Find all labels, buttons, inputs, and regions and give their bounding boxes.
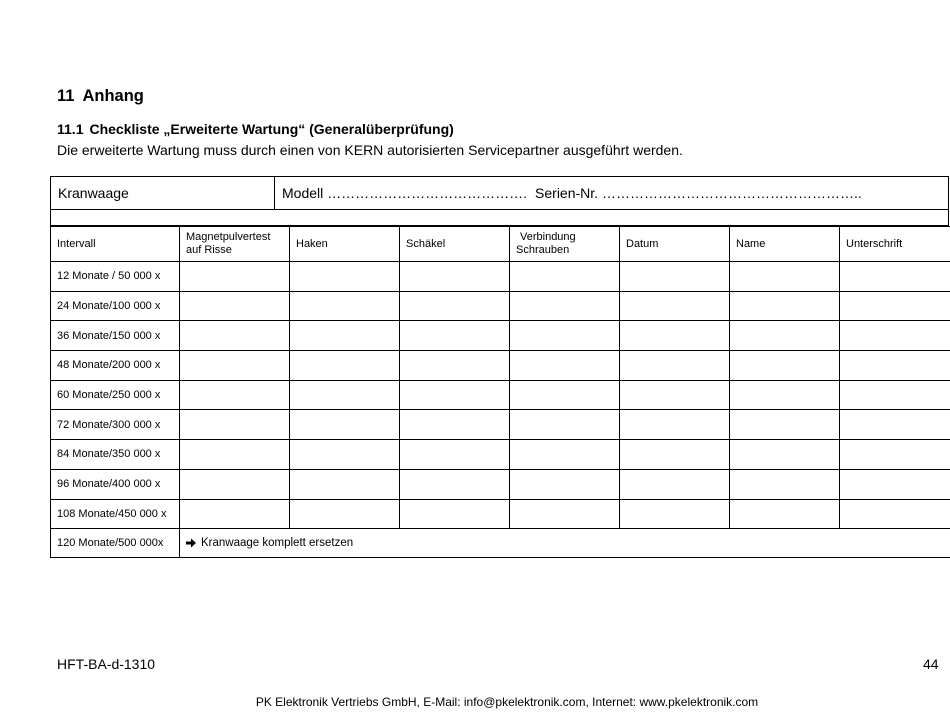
schaekel-cell: [400, 410, 510, 440]
table-row: [51, 469, 950, 499]
interval-cell: 48 Monate/200 000 x: [51, 351, 180, 381]
header-verbindung-line2: Schrauben: [516, 244, 570, 256]
schaekel-cell: [400, 291, 510, 321]
datum-cell: [620, 440, 730, 470]
header-unterschrift: Unterschrift: [840, 227, 950, 262]
name-cell: [730, 440, 840, 470]
header-magnet-line1: Magnetpulvertest: [186, 231, 271, 243]
document-id: HFT-BA-d-1310: [57, 656, 156, 672]
header-name: Name: [730, 227, 840, 262]
magnet-test-cell: [180, 262, 290, 292]
magnet-test-cell: [180, 410, 290, 440]
name-cell: [730, 380, 840, 410]
subsection-title: Checkliste „Erweiterte Wartung“ (Generalüberprüfung): [89, 121, 454, 137]
datum-cell: [620, 380, 730, 410]
haken-cell: [290, 499, 400, 529]
table-row: [51, 410, 950, 440]
header-magnet-line2: auf Risse: [186, 244, 232, 256]
table-header-row: [51, 227, 950, 262]
unterschrift-cell: [840, 321, 950, 351]
interval-cell: 72 Monate/300 000 x: [51, 410, 180, 440]
name-cell: [730, 351, 840, 381]
verbindung-cell: [510, 262, 620, 292]
haken-cell: [290, 321, 400, 351]
final-note-cell: [180, 529, 950, 558]
verbindung-cell: [510, 410, 620, 440]
serial-dots: ………………………………………………..: [601, 185, 862, 201]
intro-text: Die erweiterte Wartung muss durch einen von KERN autorisierten Servicepartner ausgeführt werden.: [57, 142, 683, 158]
interval-cell: 24 Monate/100 000 x: [51, 291, 180, 321]
haken-cell: [290, 469, 400, 499]
datum-cell: [620, 321, 730, 351]
name-cell: [730, 321, 840, 351]
header-datum: Datum: [620, 227, 730, 262]
datum-cell: [620, 499, 730, 529]
header-schaekel: Schäkel: [400, 227, 510, 262]
unterschrift-cell: [840, 351, 950, 381]
haken-cell: [290, 262, 400, 292]
info-row: [51, 177, 948, 210]
final-interval-cell: 120 Monate/500 000x: [51, 529, 180, 558]
datum-cell: [620, 469, 730, 499]
header-haken: Haken: [290, 227, 400, 262]
haken-cell: [290, 291, 400, 321]
datum-cell: [620, 351, 730, 381]
datum-cell: [620, 291, 730, 321]
section-number: 11: [57, 87, 75, 105]
schaekel-cell: [400, 469, 510, 499]
table-body: [51, 262, 950, 529]
unterschrift-cell: [840, 380, 950, 410]
subsection-heading: [57, 121, 454, 137]
verbindung-cell: [510, 440, 620, 470]
verbindung-cell: [510, 380, 620, 410]
header-interval: Intervall: [51, 227, 180, 262]
serial-label: Serien-Nr.: [535, 185, 599, 201]
haken-cell: [290, 351, 400, 381]
magnet-test-cell: [180, 469, 290, 499]
schaekel-cell: [400, 262, 510, 292]
interval-cell: 108 Monate/450 000 x: [51, 499, 180, 529]
section-heading: [57, 87, 144, 106]
interval-cell: 12 Monate / 50 000 x: [51, 262, 180, 292]
final-note-text: Kranwaage komplett ersetzen: [201, 537, 354, 550]
verbindung-cell: [510, 291, 620, 321]
schaekel-cell: [400, 380, 510, 410]
header-verbindung-line1: Verbindung: [520, 231, 576, 243]
name-cell: [730, 291, 840, 321]
verbindung-cell: [510, 351, 620, 381]
table-row: [51, 499, 950, 529]
interval-cell: 84 Monate/350 000 x: [51, 440, 180, 470]
haken-cell: [290, 440, 400, 470]
magnet-test-cell: [180, 351, 290, 381]
model-dots: …………………………………….: [327, 185, 528, 201]
magnet-test-cell: [180, 440, 290, 470]
name-cell: [730, 499, 840, 529]
haken-cell: [290, 410, 400, 440]
magnet-test-cell: [180, 499, 290, 529]
interval-cell: 96 Monate/400 000 x: [51, 469, 180, 499]
model-label: Modell: [282, 185, 324, 201]
unterschrift-cell: [840, 440, 950, 470]
schaekel-cell: [400, 499, 510, 529]
page-number: 44: [923, 656, 939, 672]
section-title: Anhang: [82, 87, 144, 105]
schaekel-cell: [400, 351, 510, 381]
table-row: [51, 440, 950, 470]
unterschrift-cell: [840, 262, 950, 292]
maintenance-checklist-table: [50, 226, 950, 558]
datum-cell: [620, 410, 730, 440]
header-verbindung: [510, 227, 620, 262]
table-row: [51, 291, 950, 321]
magnet-test-cell: [180, 380, 290, 410]
header-magnet-test: [180, 227, 290, 262]
schaekel-cell: [400, 440, 510, 470]
table-row: [51, 351, 950, 381]
verbindung-cell: [510, 469, 620, 499]
name-cell: [730, 262, 840, 292]
unterschrift-cell: [840, 469, 950, 499]
arrow-right-icon: [186, 538, 196, 548]
magnet-test-cell: [180, 321, 290, 351]
product-name-cell: Kranwaage: [51, 177, 275, 209]
table-row: [51, 380, 950, 410]
unterschrift-cell: [840, 410, 950, 440]
haken-cell: [290, 380, 400, 410]
name-cell: [730, 410, 840, 440]
table-row: [51, 321, 950, 351]
interval-cell: 60 Monate/250 000 x: [51, 380, 180, 410]
unterschrift-cell: [840, 499, 950, 529]
unterschrift-cell: [840, 291, 950, 321]
verbindung-cell: [510, 499, 620, 529]
datum-cell: [620, 262, 730, 292]
subsection-number: 11.1: [57, 121, 84, 137]
info-box: [50, 176, 949, 226]
company-footer: PK Elektronik Vertriebs GmbH, E-Mail: info@pkelektronik.com, Internet: www.pkelektronik.com: [255, 695, 759, 709]
magnet-test-cell: [180, 291, 290, 321]
final-interval-row: [51, 529, 950, 558]
verbindung-cell: [510, 321, 620, 351]
table-row: [51, 262, 950, 292]
name-cell: [730, 469, 840, 499]
schaekel-cell: [400, 321, 510, 351]
interval-cell: 36 Monate/150 000 x: [51, 321, 180, 351]
model-serial-cell: [275, 177, 948, 209]
